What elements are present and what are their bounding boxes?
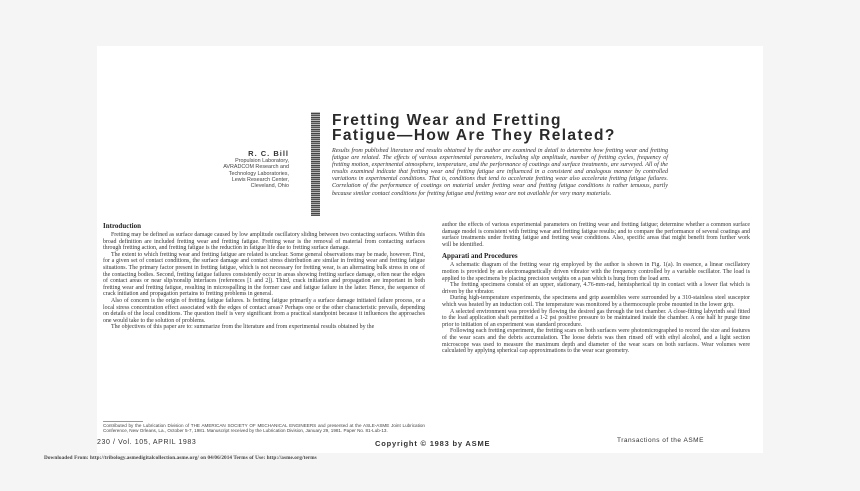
download-notice — [44, 455, 317, 461]
copyright-notice: Copyright © 1983 by ASME — [375, 439, 491, 448]
body-paragraph: A selected environment was provided by flowing the desired gas through the test chamber. A close-fitting labyrinth seal fitted to the load application shaft permitted a 1-2 psi positive pressure to be maintained inside the chamber. A one half hr purge time prior to initiation of an experiment was standard procedure. — [442, 308, 750, 328]
footnote-divider — [103, 421, 143, 422]
body-paragraph: Fretting may be defined as surface damage caused by low amplitude oscillatory sliding between two contacting surfaces. Within this broad definition are included fretting wear and fretting fatigue. Fretting wear is the removal of material from contacting surfaces through fretting action, and fretting fatigue is the reduction in fatigue life due to fretting surface damage. — [103, 232, 425, 252]
collection-link[interactable]: http://tribology.asmedigitalcollection.asme.org/ — [90, 455, 199, 461]
affiliation-line: Technology Laboratories, — [228, 170, 289, 177]
decorative-bar — [311, 112, 320, 216]
left-column — [103, 222, 425, 331]
affiliation-line: Lewis Research Center, — [231, 176, 289, 183]
terms-link[interactable]: http://asme.org/terms — [266, 455, 317, 461]
body-paragraph: Also of concern is the origin of fretting fatigue failures. Is fretting fatigue primarily a surface damage initiated failure process, or a local stress concentration effect associated with the edges of contact areas? Perhaps one or the other characteristic prevails, depending on details of the local conditions. The question itself is very significant from a practical standpoint because it influences the approaches one would take to the solution of problems. — [103, 297, 425, 324]
abstract: Results from published literature and results obtained by the author are examined in detail to determine how fretting wear and fretting fatigue are related. The effects of various experimental parameters, including slip amplitude, number of fretting cycles, frequency of fretting motion, experimental atmosphere, temperature, and the performance of coatings and surface treatments, are surveyed. All of the results examined indicate that fretting wear and fretting fatigue are influenced in a consistent and analogous manner by controlled variations in experimental conditions. That is, conditions that tend to accelerate fretting wear also accelerate fretting fatigue failures. Correlation of the performance of coatings on material under fretting wear and fretting fatigue conditions is rather tenuous, partly because similar contact conditions for fretting fatigue and fretting wear are not available for very many materials. — [332, 148, 668, 197]
download-prefix: Downloaded From: — [44, 455, 90, 461]
affiliation-line: Propulsion Laboratory, — [235, 158, 289, 164]
article-title — [332, 114, 672, 143]
section-heading-introduction: Introduction — [103, 222, 141, 230]
journal-page — [97, 46, 763, 453]
title-line-2: Fatigue—How Are They Related? — [332, 126, 616, 144]
author-name: R. C. Bill — [248, 149, 289, 158]
right-column — [442, 222, 750, 355]
title-line-1: Fretting Wear and Fretting — [332, 112, 562, 129]
body-paragraph: During high-temperature experiments, the specimens and grip assemblies were surrounded by a 310-stainless steel susceptor which was heated by an induction coil. The temperature was monitored by a thermocouple probe mounted in the lower grip. — [442, 295, 750, 308]
page-info: 230 / Vol. 105, APRIL 1983 — [97, 439, 197, 446]
body-paragraph: The fretting specimens consist of an upper, stationary, 4.76-mm-rad, hemispherical tip in contact with a lower flat which is driven by the vibrator. — [442, 282, 750, 295]
affiliation-line: AVRADCOM Research and — [223, 164, 289, 171]
body-paragraph: The extent to which fretting wear and fretting fatigue are related is unclear. Some general observations may be made, however. First, for a given set of contact conditions, the surface damage and contact stress distribution are similar in fretting wear and fretting fatigue situations. The primary factor present in fretting fatigue, which is not necessary for fretting wear, is an alternating bulk stress in one of the contacting bodies. Second, fretting fatigue failures consistently occur in areas showing fretting surface damage, often near the edges of contact areas or near slip/nonslip interfaces (references [1 and 2]). Third, crack initiation and propagation are important in both fretting wear and fretting fatigue, resulting in microspalling in the former case and fatigue failure in the latter. Hence, the sequence of crack initiation and propagation pertains to fretting problems in general. — [103, 251, 425, 298]
body-paragraph: The objectives of this paper are to: summarize from the literature and from experimental results obtained by the — [111, 324, 375, 331]
body-paragraph: Following each fretting experiment, the fretting scars on both surfaces were photomicrographed to record the size and features of the wear scars and the debris accumulation. The loose debris was then rinsed off with ethyl alcohol, and a light section microscope was used to measure the maximum depth and diameter of the wear scars on both surfaces. Wear volumes were calculated by applying spherical cap approximations to the wear scar geometry. — [442, 328, 750, 355]
journal-name: Transactions of the ASME — [617, 437, 704, 444]
author-affiliation — [137, 158, 289, 189]
footnote: Contributed by the Lubrication Division of THE AMERICAN SOCIETY OF MECHANICAL ENGINEERS and presented at the ASLE-ASME Joint Lubrication Conference, New Orleans, La., October 5-7, 1981. Manuscript received by the Lubrication Division, January 29, 1981. Paper No. 81-Lub-13. — [103, 423, 425, 434]
affiliation-line: Cleveland, Ohio — [250, 183, 289, 190]
body-paragraph: author the effects of various experimental parameters on fretting wear and fretting fatigue; determine whether a common surface damage model is consistent with fretting wear and fretting fatigue results; and to compare the performance of several coatings and surface treatments under fretting fatigue and fretting wear conditions. Also, specific areas that might benefit from further work will be identified. — [442, 222, 750, 248]
body-paragraph: A schematic diagram of the fretting wear rig employed by the author is shown in Fig. 1(a). In essence, a linear oscillatory motion is provided by an electromagnetically driven vibrator with the frequency controlled by a variable oscillator. The load is applied to the specimens by placing precision weights on a pan which is hung from the load arm. — [442, 262, 750, 282]
section-heading-apparati: Apparati and Procedures — [442, 252, 518, 261]
download-middle: on 04/06/2014 Terms of Use: — [198, 455, 267, 461]
